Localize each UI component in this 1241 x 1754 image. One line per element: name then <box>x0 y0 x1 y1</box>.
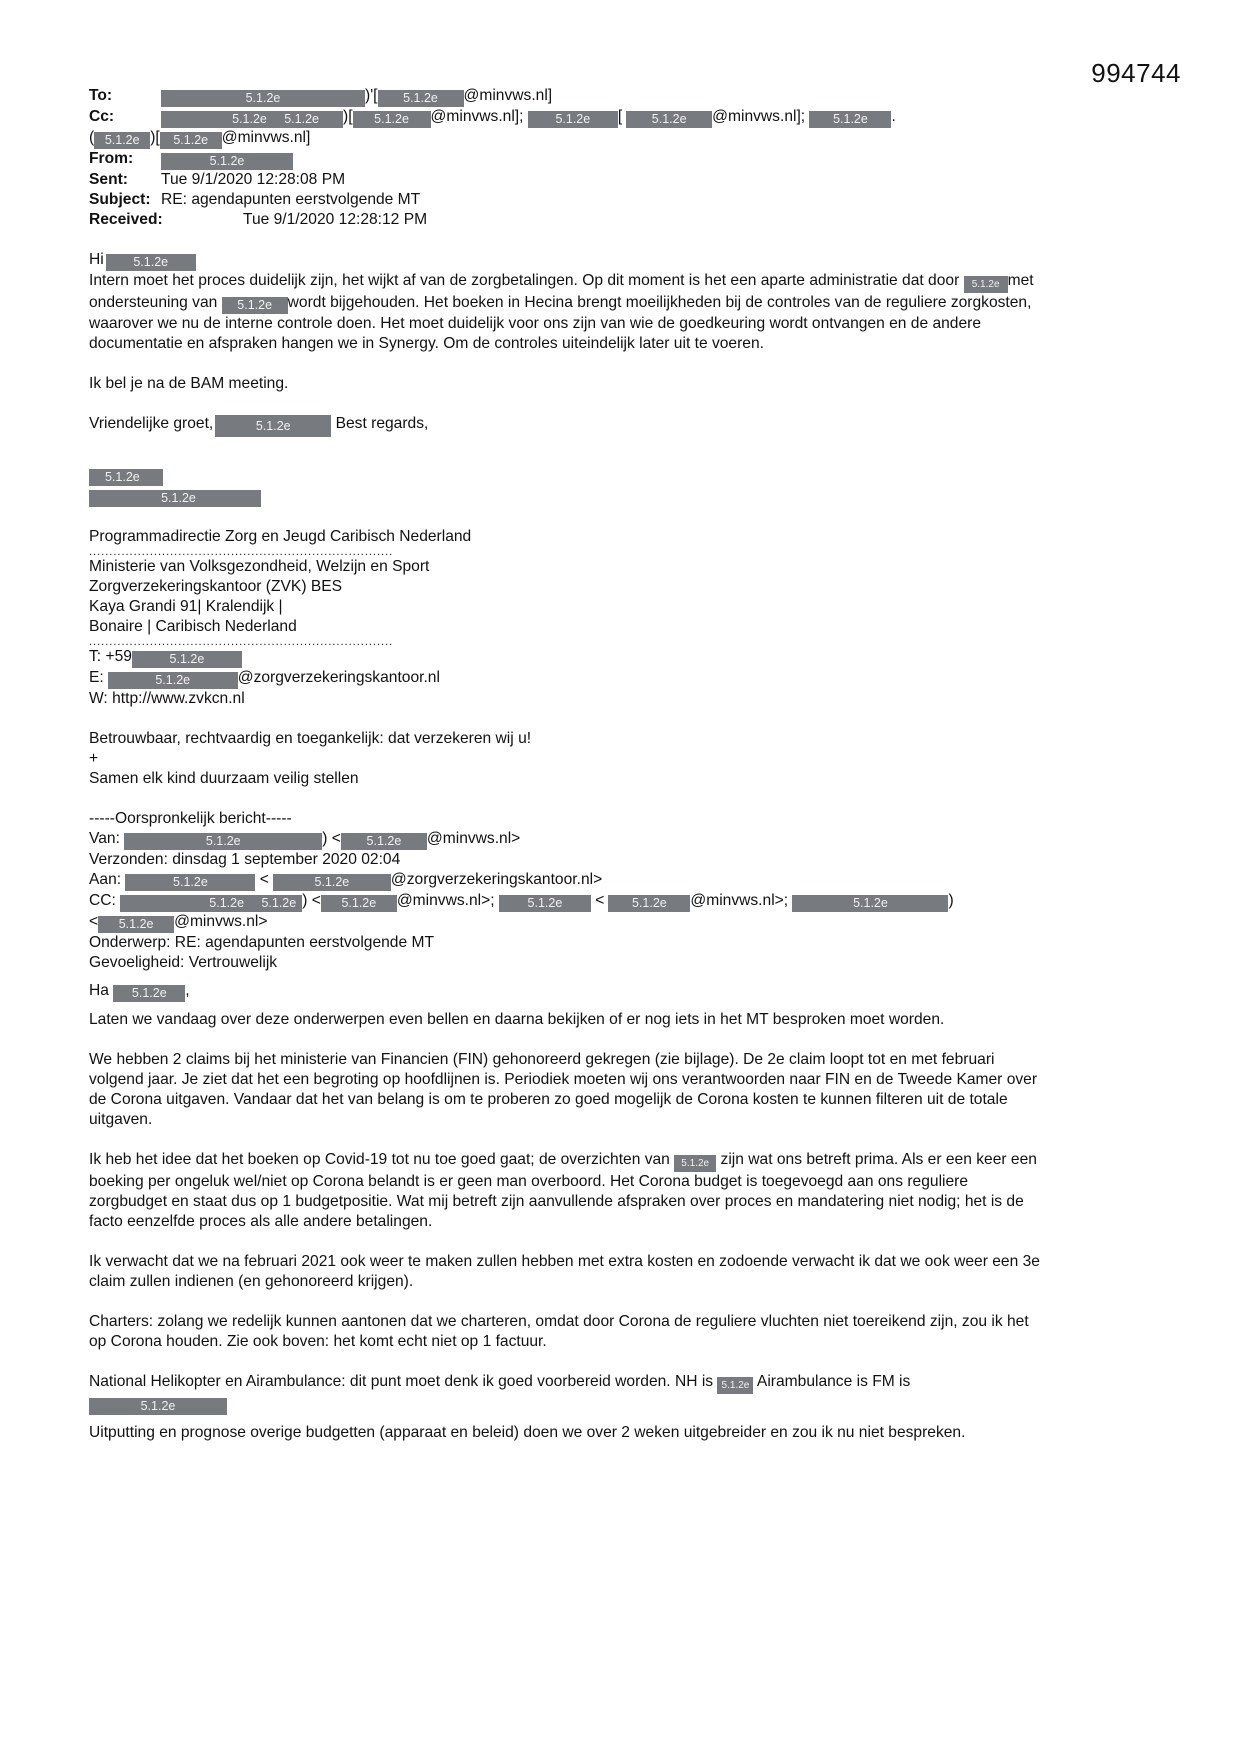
subject-label: Subject: <box>89 191 151 208</box>
redaction: 5.1.2e <box>321 895 397 912</box>
closing-text: Vriendelijke groet, <box>89 415 214 432</box>
body-text: ondersteuning van <box>89 294 218 311</box>
from-line <box>89 149 1149 170</box>
cc-bracket: )[ <box>150 129 160 146</box>
sent-label: Sent: <box>89 171 128 188</box>
greeting: Hi <box>89 251 104 268</box>
sent-value: Tue 9/1/2020 12:28:08 PM <box>161 171 346 188</box>
original-paragraph: de Corona uitgaven. Vandaar dat het van belang is om te proberen zo goed mogelijk de Corona kosten te kunnen filteren uit de totale <box>89 1091 1008 1108</box>
original-paragraph: Charters: zolang we redelijk kunnen aantonen dat we charteren, omdat door Corona de reguliere vluchten niet toereikend zijn, zou ik het <box>89 1313 1029 1330</box>
redaction: 5.1.2e <box>528 111 618 128</box>
sent-line <box>89 170 1149 190</box>
greeting-line <box>89 250 1149 271</box>
original-paragraph: We hebben 2 claims bij het ministerie van Financien (FIN) gehonoreerd gekregen (zie bijlage). De 2e claim loopt tot en met februari <box>89 1051 995 1068</box>
greeting-text: , <box>185 982 190 999</box>
original-subject-line: Onderwerp: RE: agendapunten eerstvolgende MT <box>89 934 435 951</box>
redaction: 5.1.2e <box>964 276 1008 293</box>
signature-tel <box>89 647 1149 668</box>
original-paragraph: claim zullen indienen (en gehonoreerd krijgen). <box>89 1273 414 1290</box>
to-line <box>89 86 1149 107</box>
from-label: From: <box>89 150 134 167</box>
van-text: ) < <box>322 830 341 847</box>
body-text: wordt bijgehouden. Het boeken in Hecina brengt moeilijkheden bij de controles van de reguliere zorgkosten, <box>287 294 1032 311</box>
signature-divider: ........................................................................... <box>89 547 394 557</box>
closing-line <box>89 414 1149 437</box>
redaction-code: 5.1.2e <box>284 112 319 126</box>
greeting-text: Ha <box>89 982 109 999</box>
cc-line <box>89 107 1149 128</box>
email-content <box>89 86 1149 1443</box>
redaction: 5.1.2e <box>98 916 174 933</box>
received-line <box>89 210 1149 230</box>
original-greeting <box>89 981 1149 1002</box>
original-paragraph: volgend jaar. Je ziet dat het een begroting op hoofdlijnen is. Periodiek moeten wij ons verantwoorden naar FIN en de Tweede Kamer over <box>89 1071 1038 1088</box>
body-line <box>89 293 1149 314</box>
van-label: Van: <box>89 830 120 847</box>
redaction: 5.1.2e <box>674 1155 716 1172</box>
body-text: Ik heb het idee dat het boeken op Covid-19 tot nu toe goed gaat; de overzichten van <box>89 1151 670 1168</box>
original-paragraph: Laten we vandaag over deze onderwerpen even bellen en daarna bekijken of er nog iets in het MT besproken moet worden. <box>89 1011 945 1028</box>
signature-divider: ........................................................................... <box>89 637 394 647</box>
signature-ministry: Ministerie van Volksgezondheid, Welzijn en Sport <box>89 558 430 575</box>
van-domain: @minvws.nl> <box>426 830 521 847</box>
signature-location: Bonaire | Caribisch Nederland <box>89 618 297 635</box>
signature-email <box>89 668 1149 689</box>
original-paragraph: Uitputting en prognose overige budgetten (apparaat en beleid) doen we over 2 weken uitgebreider en zou ik nu niet bespreken. <box>89 1424 966 1441</box>
cc-continuation-line <box>89 128 1149 149</box>
redaction: 5.1.2e <box>108 672 238 689</box>
redaction: 5.1.2e <box>125 874 255 891</box>
original-sensitivity-line: Gevoeligheid: Vertrouwelijk <box>89 954 278 971</box>
cc-label: Cc: <box>89 108 115 125</box>
original-cc-line <box>89 891 1149 912</box>
subject-line <box>89 190 1149 210</box>
redaction: 5.1.2e <box>215 415 331 437</box>
cc-label: CC: <box>89 892 116 909</box>
original-cc-continuation <box>89 912 1149 933</box>
redaction: 5.1.2e <box>222 297 288 314</box>
document-number: 994744 <box>1091 58 1181 88</box>
redaction: 5.1.2e <box>106 254 196 271</box>
redaction: 5.1.2e <box>273 874 391 891</box>
redaction <box>120 895 302 912</box>
signature-motto: Betrouwbaar, rechtvaardig en toegankelijk: dat verzekeren wij u! <box>89 730 532 747</box>
cc-text: ) < <box>302 892 321 909</box>
cc-paren: ( <box>89 129 95 146</box>
body-line: Ik bel je na de BAM meeting. <box>89 375 289 392</box>
closing-text: Best regards, <box>335 415 429 432</box>
signature-motto: Samen elk kind duurzaam veilig stellen <box>89 770 359 787</box>
body-text: National Helikopter en Airambulance: dit punt moet denk ik goed voorbereid worden. NH is <box>89 1373 714 1390</box>
original-sent-line: Verzonden: dinsdag 1 september 2020 02:04 <box>89 851 401 868</box>
redaction: 5.1.2e <box>132 651 242 668</box>
redaction: 5.1.2e <box>160 132 222 149</box>
body-text: Intern moet het proces duidelijk zijn, het wijkt af van de zorgbetalingen. Op dit moment is het een aparte administratie dat door <box>89 272 960 289</box>
original-van-line <box>89 829 1149 850</box>
cc-domain: @minvws.nl]; <box>712 108 806 125</box>
redaction: 5.1.2e <box>161 90 365 107</box>
cc-bracket-single: [ <box>617 108 623 125</box>
body-text: met <box>1007 272 1034 289</box>
body-line <box>89 271 1149 293</box>
redaction: 5.1.2e <box>89 469 163 486</box>
body-text: zijn wat ons betreft prima. Als er een keer een <box>720 1151 1037 1168</box>
cc-domain: @minvws.nl>; <box>690 892 789 909</box>
redaction-code: 5.1.2e <box>232 112 267 126</box>
received-value: Tue 9/1/2020 12:28:12 PM <box>243 211 428 228</box>
redaction: 5.1.2e <box>792 895 948 912</box>
redaction: 5.1.2e <box>341 833 427 850</box>
signature-address: Kaya Grandi 91| Kralendijk | <box>89 598 283 615</box>
original-aan-line <box>89 870 1149 891</box>
cc-dot: . <box>891 108 896 125</box>
body-text: Airambulance is FM is <box>756 1373 911 1390</box>
redaction: 5.1.2e <box>161 153 293 170</box>
cc-domain: @minvws.nl]; <box>430 108 524 125</box>
cc-text: < <box>89 913 99 930</box>
original-paragraph: op Corona houden. Zie ook boven: het komt echt niet op 1 factuur. <box>89 1333 547 1350</box>
original-paragraph <box>89 1372 1149 1394</box>
cc-domain: @minvws.nl>; <box>396 892 495 909</box>
to-domain: @minvws.nl] <box>463 87 553 104</box>
redaction: 5.1.2e <box>124 833 322 850</box>
redaction: 5.1.2e <box>717 1377 753 1394</box>
redaction-code: 5.1.2e <box>209 896 245 910</box>
original-paragraph: uitgaven. <box>89 1111 153 1128</box>
aan-text: < <box>259 871 269 888</box>
cc-bracket: )[ <box>343 108 353 125</box>
aan-domain: @zorgverzekeringskantoor.nl> <box>390 871 603 888</box>
cc-text: ) <box>948 892 954 909</box>
aan-label: Aan: <box>89 871 122 888</box>
original-paragraph: boeking per ongeluk wel/niet op Corona belandt is er geen man overboord. Het Corona budget is toegevoegd aan ons reguliere <box>89 1173 969 1190</box>
body-line: documentatie en afspraken hangen we in Synergy. Om de controles uiteindelijk later uit te voeren. <box>89 335 764 352</box>
redaction: 5.1.2e <box>94 132 150 149</box>
original-paragraph: zorgbudget en staat dus op 1 budgetpositie. Wat mij betreft zijn aanvullende afspraken over proces en mandatering niet nodig; het is de <box>89 1193 1024 1210</box>
to-label: To: <box>89 87 113 104</box>
original-paragraph <box>89 1394 1149 1415</box>
redaction: 5.1.2e <box>499 895 591 912</box>
redaction: 5.1.2e <box>89 490 261 507</box>
received-label: Received: <box>89 211 163 228</box>
signature-web: W: http://www.zvkcn.nl <box>89 690 245 707</box>
cc-domain: @minvws.nl> <box>174 913 268 930</box>
redaction: 5.1.2e <box>89 1398 227 1415</box>
tel-label: T: +59 <box>89 648 132 665</box>
to-bracket: )'[ <box>365 87 378 104</box>
redaction: 5.1.2e <box>608 895 690 912</box>
redaction-code: 5.1.2e <box>261 896 297 910</box>
redaction: 5.1.2e <box>113 985 185 1002</box>
cc-text: < <box>595 892 605 909</box>
redaction <box>161 111 343 128</box>
original-paragraph <box>89 1150 1149 1172</box>
email-domain: @zorgverzekeringskantoor.nl <box>237 669 440 686</box>
original-separator: -----Oorspronkelijk bericht----- <box>89 810 292 827</box>
body-line: waarover we nu de interne controle doen. Het moet duidelijk voor ons zijn van wie de goedkeuring wordt ontvangen en de andere <box>89 315 982 332</box>
signature-motto-plus: + <box>89 750 99 767</box>
signature-redaction <box>89 465 1149 507</box>
original-paragraph: Ik verwacht dat we na februari 2021 ook weer te maken zullen hebben met extra kosten en zodoende verwacht ik dat we ook weer een 3e <box>89 1253 1040 1270</box>
redaction: 5.1.2e <box>378 90 464 107</box>
redaction: 5.1.2e <box>809 111 891 128</box>
email-label: E: <box>89 669 104 686</box>
original-paragraph: facto eenzelfde proces als alle andere betalingen. <box>89 1213 433 1230</box>
redaction: 5.1.2e <box>353 111 431 128</box>
subject-value: RE: agendapunten eerstvolgende MT <box>161 191 421 208</box>
redaction: 5.1.2e <box>626 111 712 128</box>
cc-domain: @minvws.nl] <box>221 129 311 146</box>
signature-office: Zorgverzekeringskantoor (ZVK) BES <box>89 578 343 595</box>
signature-org: Programmadirectie Zorg en Jeugd Caribisch Nederland <box>89 528 472 545</box>
